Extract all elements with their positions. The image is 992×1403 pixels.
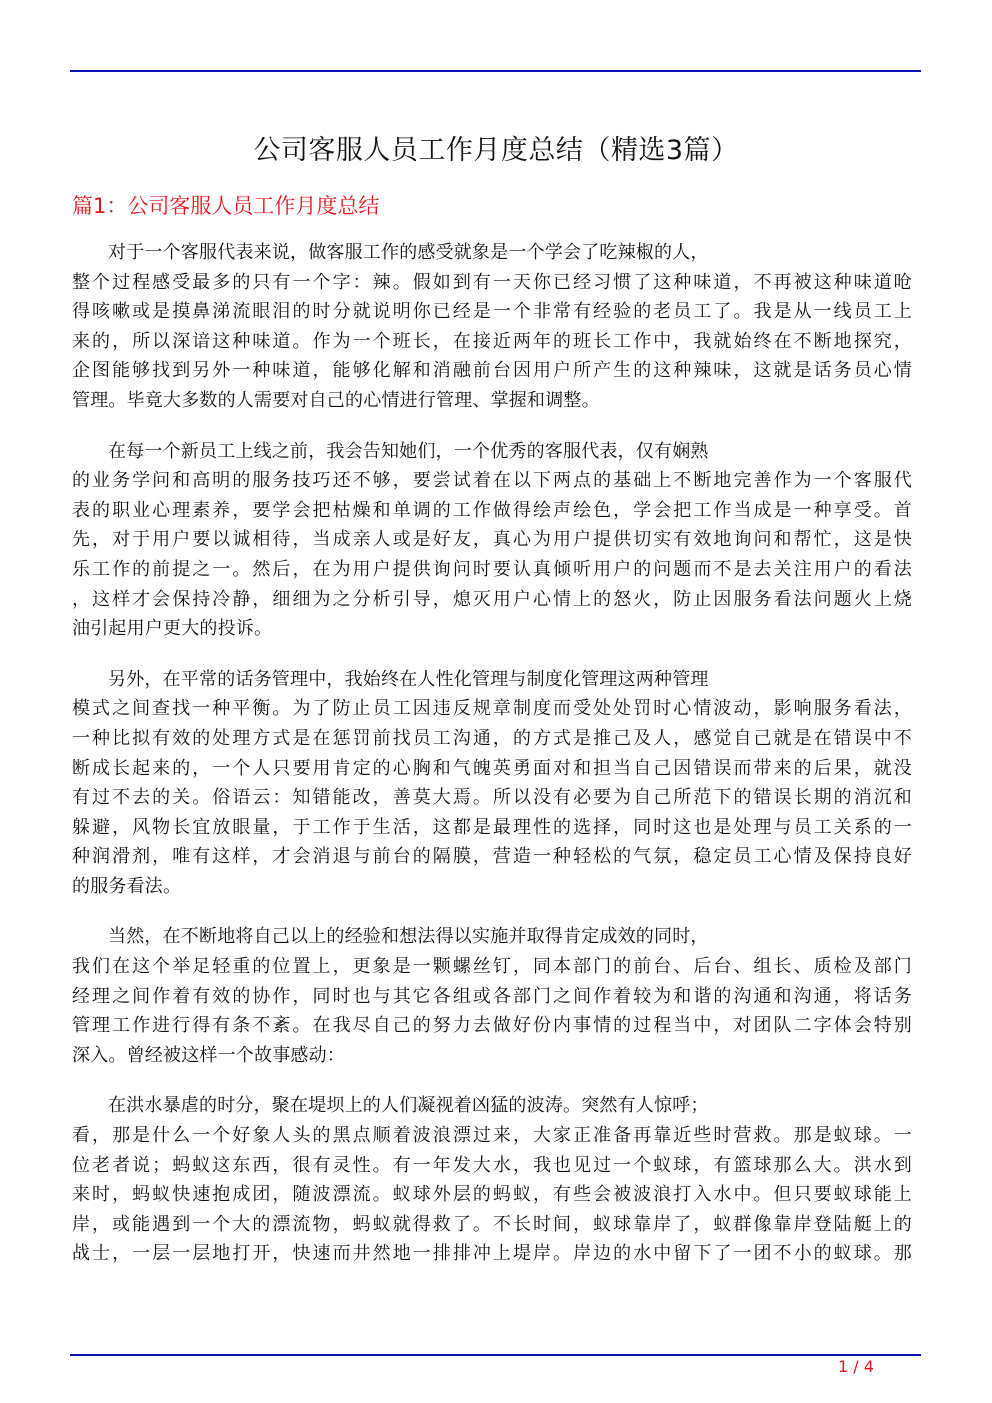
- paragraph-line: 断成长起来的，一个人只要用肯定的心胸和气魄英勇面对和担当自己因错误而带来的后果，就没: [72, 757, 912, 779]
- header-rule: [70, 70, 921, 72]
- paragraph: [72, 238, 912, 416]
- paragraph-line: 油引起用户更大的投诉。: [72, 618, 273, 640]
- paragraph-line: 来的，所以深谙这种味道。作为一个班长，在接近两年的班长工作中，我就始终在不断地探究，: [72, 330, 912, 352]
- paragraph-line: 深入。曾经被这样一个故事感动：: [72, 1044, 345, 1066]
- paragraph-line: 一种比拟有效的处理方式是在惩罚前找员工沟通，的方式是推己及人，感觉自己就是在错误中不: [72, 727, 912, 749]
- paragraph-line: 整个过程感受最多的只有一个字：辣。假如到有一天你已经习惯了这种味道，不再被这种味道呛: [72, 271, 912, 293]
- paragraph: [72, 437, 912, 644]
- paragraph-line: 另外，在平常的话务管理中，我始终在人性化管理与制度化管理这两种管理: [108, 668, 709, 690]
- paragraph-line: 先，对于用户要以诚相待，当成亲人或是好友，真心为用户提供切实有效地询问和帮忙，这是快: [72, 529, 912, 551]
- paragraph-line: ，这样才会保持冷静，细细为之分析引导，熄灭用户心情上的怒火，防止因服务看法问题火上烧: [72, 588, 912, 610]
- paragraph-line: 种润滑剂，唯有这样，才会消退与前台的隔膜，营造一种轻松的气氛，稳定员工心情及保持良好: [72, 846, 912, 868]
- paragraph: [72, 665, 912, 902]
- paragraph-line: 当然，在不断地将自己以上的经验和想法得以实施并取得肯定成效的同时，: [108, 926, 709, 948]
- document-title: 公司客服人员工作月度总结（精选3篇）: [253, 135, 739, 166]
- paragraph-line: 位老者说；蚂蚁这东西，很有灵性。有一年发大水，我也见过一个蚁球，有篮球那么大。洪水到: [72, 1154, 912, 1176]
- paragraph-line: 战士，一层一层地打开，快速而井然地一排排冲上堤岸。岸边的水中留下了一团不小的蚁球。那: [72, 1243, 912, 1265]
- paragraph-line: 企图能够找到另外一种味道，能够化解和消融前台因用户所产生的这种辣味，这就是话务员心情: [72, 360, 912, 382]
- paragraph-line: 我们在这个举足轻重的位置上，更象是一颗螺丝钉，同本部门的前台、后台、组长、质检及部门: [72, 956, 912, 978]
- page-number: 1 / 4: [838, 1357, 874, 1376]
- paragraph-line: 来时，蚂蚁快速抱成团，随波漂流。蚁球外层的蚂蚁，有些会被波浪打入水中。但只要蚁球能上: [72, 1184, 912, 1206]
- paragraph-line: 对于一个客服代表来说，做客服工作的感受就象是一个学会了吃辣椒的人，: [108, 242, 709, 263]
- paragraph-line: 管理。毕竟大多数的人需要对自己的心情进行管理、掌握和调整。: [72, 389, 600, 411]
- paragraph-line: 模式之间查找一种平衡。为了防止员工因违反规章制度而受处处罚时心情波动，影响服务看法，: [72, 698, 912, 720]
- paragraph-line: 的业务学问和高明的服务技巧还不够，要尝试着在以下两点的基础上不断地完善作为一个客服代: [72, 470, 912, 492]
- paragraph-line: 躲避，风物长宜放眼量，于工作于生活，这都是最理性的选择，同时这也是处理与员工关系的一: [72, 816, 912, 838]
- paragraph-line: 管理工作进行得有条不紊。在我尽自己的努力去做好份内事情的过程当中，对团队二字体会特别: [72, 1015, 912, 1037]
- paragraph-line: 在洪水暴虐的时分，聚在堤坝上的人们凝视着凶猛的波涛。突然有人惊呼；: [108, 1095, 709, 1117]
- paragraph-line: 岸，或能遇到一个大的漂流物，蚂蚁就得救了。不长时间，蚁球靠岸了，蚁群像靠岸登陆艇上的: [72, 1213, 912, 1235]
- paragraph: [72, 1091, 912, 1269]
- paragraph-line: 看，那是什么一个好象人头的黑点顺着波浪漂过来，大家正准备再靠近些时营救。那是蚁球。一: [72, 1125, 912, 1147]
- footer-rule: [70, 1354, 921, 1356]
- paragraph: [72, 922, 912, 1070]
- paragraph-line: 得咳嗽或是摸鼻涕流眼泪的时分就说明你已经是一个非常有经验的老员工了。我是从一线员工上: [72, 301, 912, 323]
- document-body: [72, 238, 912, 1290]
- paragraph-line: 有过不去的关。俗语云：知错能改，善莫大焉。所以没有必要为自己所范下的错误长期的消沉和: [72, 787, 912, 809]
- paragraph-line: 在每一个新员工上线之前，我会告知她们，一个优秀的客服代表，仅有娴熟: [108, 440, 709, 462]
- paragraph-line: 乐工作的前提之一。然后，在为用户提供询问时要认真倾听用户的问题而不是去关注用户的看法: [72, 558, 912, 580]
- paragraph-line: 的服务看法。: [72, 875, 182, 897]
- paragraph-line: 经理之间作着有效的协作，同时也与其它各组或各部门之间作着较为和谐的沟通和沟通，将话务: [72, 985, 912, 1007]
- section-heading: 篇1：公司客服人员工作月度总结: [72, 194, 380, 218]
- paragraph-line: 表的职业心理素养，要学会把枯燥和单调的工作做得绘声绘色，学会把工作当成是一种享受。首: [72, 499, 912, 521]
